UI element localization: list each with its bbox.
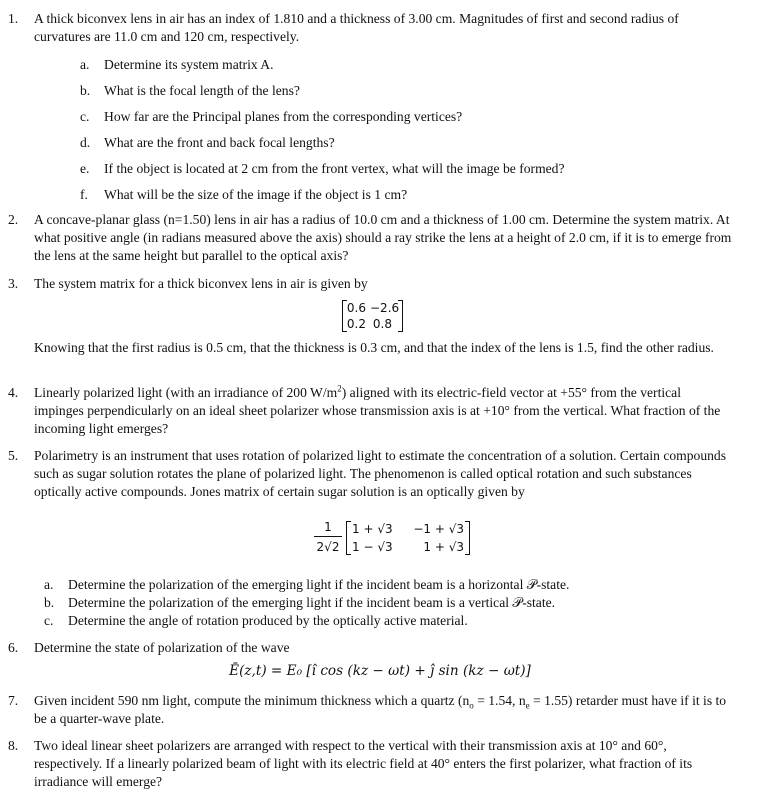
part-text: If the object is located at 2 cm from the front vertex, what will the image be formed?	[104, 161, 565, 176]
question-8	[8, 737, 734, 792]
question-number: 6.	[8, 640, 19, 655]
q6-wave-equation: Ē(z,t) = E₀ [î cos (kz − ωt) + ĵ sin (kz − ωt)]	[229, 663, 531, 679]
right-bracket	[465, 521, 470, 555]
q3-system-matrix	[342, 299, 404, 333]
question-2	[8, 211, 734, 266]
question-3	[8, 275, 734, 293]
question-text	[34, 385, 720, 436]
part-letter: f.	[80, 187, 88, 202]
right-bracket	[398, 300, 403, 332]
question-number: 7.	[8, 693, 19, 708]
part-letter: b.	[44, 595, 55, 610]
question-3-continued	[34, 339, 734, 357]
matrix-cell: −2.6	[370, 301, 400, 315]
matrix-cell: 0.8	[372, 317, 392, 331]
text-segment: ) aligned with its electric-field vector at +55° from the vertical impinges perpendicularly on an ideal sheet polarizer whose transmission axis is at +10° from the vertical. What fraction of the incoming light emerges?	[34, 385, 721, 437]
matrix-cell: 1 − √3	[352, 540, 393, 554]
matrix-cell: 0.2	[346, 317, 366, 331]
question-7	[8, 692, 734, 728]
question-number: 1.	[8, 11, 19, 26]
part-text: What are the front and back focal lengths?	[104, 135, 335, 150]
question-text: Polarimetry is an instrument that uses rotation of polarized light to estimate the concentration of a solution. Certain compounds such as sugar solution rotates the plane of polarized light. The phenomenon is called optical rotation and such substances optically active compounds. Jones matrix of certain sugar solution is an optically given by	[34, 448, 726, 500]
part-text: Determine the polarization of the emerging light if the incident beam is a vertical 𝒫-state.	[68, 595, 556, 610]
superscript: 2	[337, 383, 342, 394]
part-text: Determine its system matrix A.	[104, 57, 274, 72]
part-letter: b.	[80, 83, 91, 98]
part-letter: c.	[80, 109, 90, 124]
question-text: Two ideal linear sheet polarizers are arranged with respect to the vertical with their transmission axis at 10° and 60°, respectively. If a linearly polarized beam of light with its electric field at 40° enters the first polarizer, what fraction of its irradiance will emerge?	[34, 738, 693, 790]
part-letter: e.	[80, 161, 90, 176]
part-text: What will be the size of the image if the object is 1 cm?	[104, 187, 408, 202]
matrix-cell: 1 + √3	[423, 540, 464, 554]
subscript: o	[469, 700, 474, 711]
question-text: Determine the state of polarization of the wave	[34, 640, 290, 655]
prefactor-numerator: 1	[324, 520, 332, 534]
question-1	[8, 10, 734, 46]
question-6	[8, 639, 734, 657]
question-text: The system matrix for a thick biconvex lens in air is given by	[34, 276, 368, 291]
left-bracket	[346, 521, 351, 555]
question-5	[8, 447, 734, 502]
part-text: What is the focal length of the lens?	[104, 83, 300, 98]
part-letter: a.	[44, 577, 54, 592]
question-number: 3.	[8, 276, 19, 291]
question-number: 4.	[8, 385, 19, 400]
prefactor-denominator: 2√2	[316, 540, 340, 554]
q5-jones-matrix	[312, 518, 472, 558]
part-text: Determine the polarization of the emerging light if the incident beam is a horizontal 𝒫-state.	[68, 577, 570, 592]
text-segment: Given incident 590 nm light, compute the minimum thickness which a quartz (n	[34, 693, 470, 708]
part-letter: a.	[80, 57, 90, 72]
question-text	[34, 693, 726, 726]
part-text: How far are the Principal planes from the corresponding vertices?	[104, 109, 463, 124]
part-letter: c.	[44, 613, 54, 628]
text-segment: = 1.54, n	[473, 693, 526, 708]
text-segment: = 1.55) retarder must have if it is to be a quarter-wave plate.	[34, 693, 727, 727]
question-number: 2.	[8, 212, 19, 227]
part-letter: d.	[80, 135, 91, 150]
question-number: 5.	[8, 448, 19, 463]
question-text: Knowing that the first radius is 0.5 cm, that the thickness is 0.3 cm, and that the index of the lens is 1.5, find the other radius.	[34, 340, 714, 355]
part-text: Determine the angle of rotation produced by the optically active material.	[68, 613, 468, 628]
matrix-cell: 1 + √3	[352, 522, 393, 536]
matrix-cell: −1 + √3	[413, 522, 464, 536]
fraction-bar	[314, 536, 342, 537]
subscript: e	[525, 700, 530, 711]
question-4	[8, 383, 734, 439]
text-segment: Linearly polarized light (with an irradiance of 200 W/m	[34, 385, 338, 400]
question-text: A concave-planar glass (n=1.50) lens in air has a radius of 10.0 cm and a thickness of 1.00 cm. Determine the system matrix. At what positive angle (in radians measured above the axis) should a ray strike the lens at a height of 2.0 cm, if it is to emerge from the lens at the same height but parallel to the optical axis?	[34, 212, 732, 264]
question-text: A thick biconvex lens in air has an index of 1.810 and a thickness of 3.00 cm. Magnitudes of first and second radius of curvatures are 11.0 cm and 120 cm, respectively.	[34, 11, 679, 45]
matrix-cell: 0.6	[346, 301, 366, 315]
question-number: 8.	[8, 738, 19, 753]
